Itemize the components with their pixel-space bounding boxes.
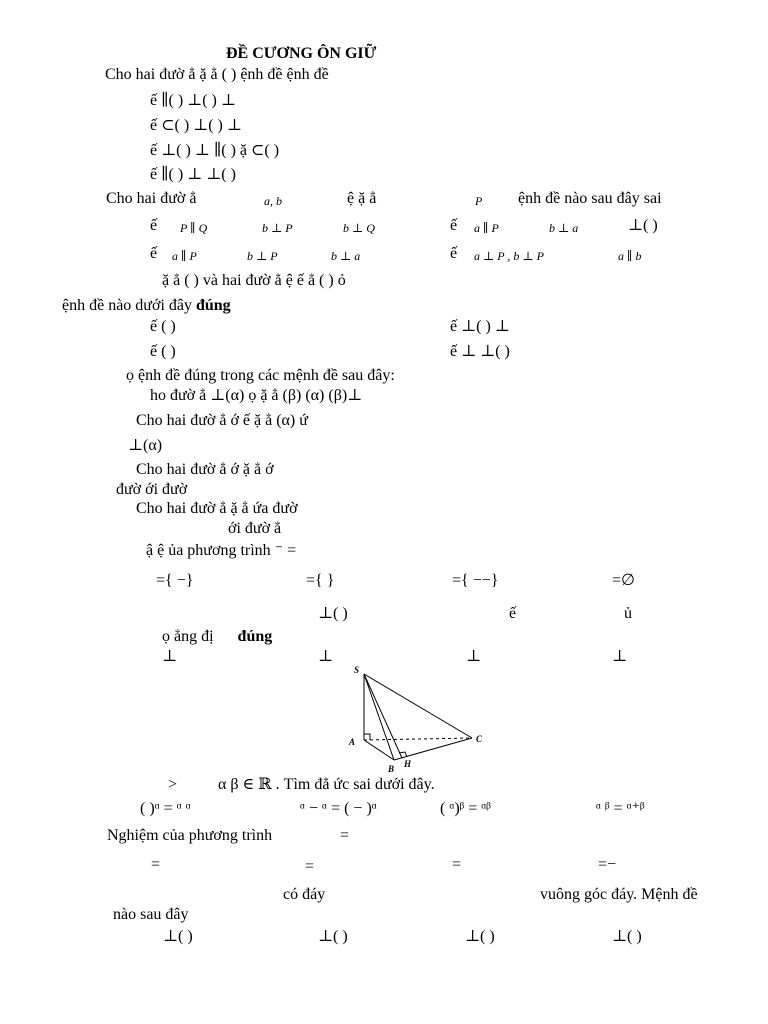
math-text: b ⊥ a [549, 221, 579, 235]
text-line [162, 628, 272, 646]
vertex-label-b: B [388, 764, 395, 774]
text-segment: ệnh đề nào dưới đây [62, 297, 192, 314]
vertex-label-s: S [354, 665, 360, 675]
option-line: ế ⊥( ) ⊥ ∥( ) ặ ⊂( ) [150, 142, 280, 159]
text-line: ệnh đề nào sau đây sai [518, 190, 662, 207]
option-line: đườ ới đườ [116, 481, 188, 498]
math-text: P [475, 194, 483, 208]
option-line: ế ⊥( ) ⊥ [450, 318, 510, 335]
option-line: = [452, 856, 462, 873]
text-line: nào sau đây [113, 906, 189, 923]
text-line [62, 297, 231, 315]
math-text: a ∥ b [618, 249, 642, 263]
option-line: ế ∥( ) ⊥( ) ⊥ [150, 92, 236, 109]
option-line: ế [450, 217, 458, 234]
vertex-label-c: C [476, 734, 483, 744]
option-line: ới đườ ẳ [228, 520, 282, 537]
option-line: Cho hai đườ ẳ ớ ế ặ ẳ (α) ứ [136, 412, 308, 429]
option-line: ( )ᵅ = ᵅ ᵅ [140, 800, 191, 817]
option-line: ⊥( ) [612, 928, 642, 945]
option-line: ế ( ) [150, 343, 176, 360]
text-line: ệ ặ ẳ [347, 190, 377, 207]
vertex-label-a: A [349, 737, 356, 747]
option-line: ⊥ [162, 648, 178, 665]
math-text: ⊥( ) [628, 217, 658, 234]
option-line: ={ −−} [452, 572, 499, 589]
text-line: ặ ẳ ( ) và hai đườ ẳ ệ ế ẳ ( ) ỏ [162, 272, 346, 289]
option-line: Cho hai đườ ẳ ặ ẳ ứa đườ [136, 500, 298, 517]
text-line: có đáy [283, 886, 326, 903]
text-line: > [168, 776, 178, 793]
text-line: α β ∈ ℝ . Tìm đẳ ức sai dưới đây. [218, 776, 435, 793]
text-line: ậ ệ ủa phương trình ⁻ = [146, 542, 297, 559]
math-text: P ∥ Q [180, 221, 208, 235]
option-line: Cho hai đườ ẳ ớ ặ ẳ ớ [136, 461, 274, 478]
text-line: Nghiệm của phương trình [107, 827, 273, 844]
math-text: b ⊥ P [247, 249, 278, 263]
page-title: ĐỀ CƯƠNG ÔN GIỮ [226, 45, 377, 62]
option-line: ={ } [306, 572, 335, 589]
text-segment: ọ ẳng đị [162, 628, 214, 645]
bold-word: đúng [237, 628, 273, 645]
math-text: b ⊥ P [262, 221, 293, 235]
option-line: ⊥( ) [163, 928, 193, 945]
text-line: ọ ệnh đề đúng trong các mệnh đề sau đây: [126, 367, 395, 384]
option-line: ế ⊥ ⊥( ) [450, 343, 510, 360]
text-line: ủ [624, 605, 632, 622]
option-line: ⊥(α) [128, 437, 163, 454]
option-line: ế ⊂( ) ⊥( ) ⊥ [150, 117, 242, 134]
math-text: a, b [264, 194, 282, 208]
option-line: =∅ [612, 572, 635, 589]
text-line: = [340, 827, 350, 844]
vertex-label-h: H [404, 759, 412, 769]
math-text: a ⊥ P , b ⊥ P [474, 249, 545, 263]
math-text: a ∥ P [474, 221, 499, 235]
option-line: = [305, 858, 315, 875]
option-line: ={ −} [156, 572, 194, 589]
option-line: ế [150, 245, 158, 262]
math-text: b ⊥ a [331, 249, 361, 263]
option-line: ế ( ) [150, 318, 176, 335]
option-line: = [151, 856, 161, 873]
option-line: ho đườ ẳ ⊥(α) ọ ặ ẳ (β) (α) (β)⊥ [150, 387, 363, 404]
option-line: ế [150, 217, 158, 234]
option-line: ᵅ − ᵅ = ( − )ᵅ [300, 800, 377, 817]
option-line: ⊥ [466, 648, 482, 665]
option-line: ⊥( ) [318, 928, 348, 945]
text-line: ⊥( ) [318, 605, 348, 622]
option-line: ⊥( ) [465, 928, 495, 945]
option-line: ế ∥( ) ⊥ ⊥( ) [150, 166, 236, 183]
option-line: =− [598, 856, 617, 873]
math-text: a ∥ P [172, 249, 197, 263]
math-text: b ⊥ Q [343, 221, 375, 235]
text-line: ế [509, 605, 517, 622]
option-line: ᵅ ᵝ = ᵅ⁺ᵝ [596, 800, 645, 817]
text-line: Cho hai đườ ẳ [106, 190, 197, 207]
text-line: Cho hai đườ ẳ ặ ẳ ( ) ệnh đề ệnh đề [105, 66, 329, 83]
bold-word: đúng [195, 297, 231, 314]
pyramid-figure [344, 662, 492, 774]
option-line: ⊥ [612, 648, 628, 665]
option-line: ( ᵅ)ᵝ = ᵅᵝ [440, 800, 491, 817]
text-line: vuông góc đáy. Mệnh đề [540, 886, 698, 903]
option-line: ế [450, 245, 458, 262]
option-line: ⊥ [318, 648, 334, 665]
